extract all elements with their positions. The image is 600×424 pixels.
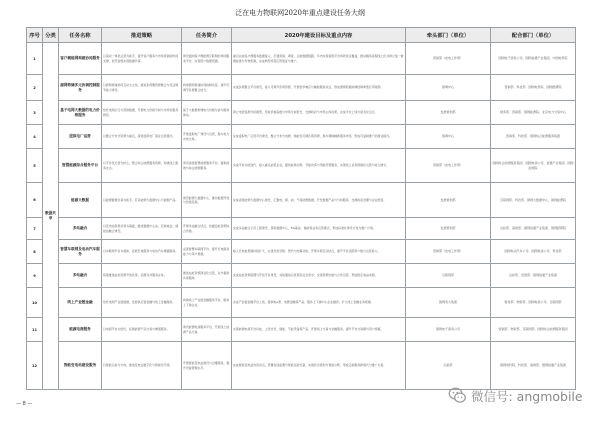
row-intro: 构建源网荷储协同控制系统，提升可调节负荷聚合能力。	[182, 75, 232, 101]
row-strategy: 统筹推进站址资源开放共享，拓展对外服务业务。	[102, 264, 182, 288]
row-strategy: 依托电网运行与营销数据，开展电力价格分析与市场化服务研究。	[102, 101, 182, 125]
row-task-name: 虚拟电厂运营	[59, 125, 102, 149]
table-row	[27, 218, 576, 240]
row-seq: 7	[27, 218, 43, 240]
row-task-name: 多站融合	[59, 264, 102, 288]
row-goal: 重点完成客户侧服务数据接入，打通营销、调度、运检数据链路，年内实现省级平台协同试点覆盖，推动服务流程线上化并建立统一数据标准与考核机制，完成典型场景应用验证与推广。	[232, 43, 406, 75]
row-intro: 建设省级智慧能源服务平台，提供能效与综合能源服务。	[182, 149, 232, 183]
table-body	[27, 43, 576, 390]
row-goal: 完成站址资源梳理与开放平台建设，对接通信运营商及社会需求，实现资源出租与合作运营，形成稳定收益来源。	[232, 264, 406, 288]
table-row	[27, 183, 576, 218]
row-strategy: 以智能运检为方向，推进变电站数字化与智能化升级。	[102, 342, 182, 390]
task-table	[26, 27, 576, 390]
row-seq: 9	[27, 264, 43, 288]
row-goal: 完成智能变电站改造试点，部署在线监测与智能巡检设备，实现状态感知与智能诊断，形成运检服务新模式与推广方案。	[232, 342, 406, 390]
table-row	[27, 240, 576, 264]
row-goal: 完成平台功能迭代，接入重点能耗企业，提供能效诊断、节能改造与用能托管服务，实现线上业务规模化运营与收入增长。	[232, 149, 406, 183]
row-intro: 建设面向客户侧能源互联网的协同服务平台，实现用户数据贯通。	[182, 43, 232, 75]
header-category: 分类	[43, 28, 59, 43]
row-seq: 1	[27, 43, 43, 75]
row-support-dept: 国网电子商务公司、国网信通产业集团、中国电科院	[491, 43, 576, 75]
row-goal: 完成多站融合示范工程建设，探索数据中心、5G基站、储能等业务运营模式，形成标准化建设方案与推广计划。	[232, 218, 406, 240]
row-task-name: 能源电商服务	[59, 318, 102, 342]
wechat-watermark	[448, 384, 598, 406]
row-task-name: 线上产业链金融	[59, 288, 102, 318]
row-goal: 完成省级能源大数据中心建设，汇聚电、煤、油、气等能源数据，开发数据产品与分析服务，支撑政府治理与企业经营。	[232, 183, 406, 218]
row-intro: 建设能源电商服务平台，开展线上能源产品交易。	[182, 318, 232, 342]
table-row	[27, 288, 576, 318]
row-lead-dept: 互联网部	[406, 264, 491, 288]
row-support-dept: 运检部、基建部、国网信通产业集团、国网经研院	[491, 218, 576, 240]
row-strategy: 以变电站资源共享为基础，推进数据中心站、充换电站、储能站融合建设。	[102, 218, 182, 240]
row-lead-dept: 营销部（农电工作部）	[406, 43, 491, 75]
row-task-name: 智慧能源综合服务平台	[59, 149, 102, 183]
header-task-name: 任务名称	[59, 28, 102, 43]
row-intro: 建设能源大数据中心，推动数据开放与价值变现。	[182, 183, 232, 218]
header-strategy: 推进策略	[102, 28, 182, 43]
header-support-dept: 配合部门（单位）	[491, 28, 576, 43]
table-row	[27, 149, 576, 183]
row-intro: 完善智慧车联网平台，提升充电服务能力与用户规模。	[182, 240, 232, 264]
row-lead-dept: 国网电子商务公司	[406, 318, 491, 342]
row-lead-dept: 发展策划部	[406, 183, 491, 218]
page-number: — 8 —	[16, 401, 33, 407]
row-task-name: 智能变电站建设服务	[59, 342, 102, 390]
row-goal: 接入充电桩规模持续扩大，完善充电导航、预约与结算功能，开展车网互动试点，提升平台活跃用户数与运营收入。	[232, 240, 406, 264]
row-lead-dept: 营销部（农电工作部）	[406, 240, 491, 264]
row-lead-dept: 国网英大集团	[406, 288, 491, 318]
row-intro: 开展多站融合试点，挖掘站址资源综合价值。	[182, 218, 232, 240]
row-support-dept: 国网电动汽车公司、国网电商公司、科技部	[491, 240, 576, 264]
row-intro: 推进站址资源商业化运营，对外提供共享服务。	[182, 264, 232, 288]
table-row	[27, 342, 576, 390]
row-seq: 12	[27, 342, 43, 390]
row-seq: 8	[27, 240, 43, 264]
row-intro: 开展智能变电站建设与运维服务，提升设备管理水平。	[182, 342, 232, 390]
row-lead-dept: 国调中心	[406, 75, 491, 101]
row-support-dept: 营销部、物资部、互联网部、国网综合能源服务集团	[491, 318, 576, 342]
row-lead-dept: 发展策划部	[406, 218, 491, 240]
row-seq: 11	[27, 318, 43, 342]
row-seq: 10	[27, 288, 43, 318]
table-row	[27, 75, 576, 101]
row-lead-dept: 运检部	[406, 342, 491, 390]
row-task-name: 多站融合	[59, 218, 102, 240]
header-seq: 序号	[27, 28, 43, 43]
header-goal: 2020年建设目标及重点内容	[232, 28, 406, 43]
row-support-dept: 财务部、营销部、国网能源院、北京电力交易中心	[491, 101, 576, 125]
row-strategy: 以车联网平台为载体，拓展充电服务与电动汽车增值服务。	[102, 240, 182, 264]
row-task-name: 智慧车联网及电动汽车服务	[59, 240, 102, 264]
row-support-dept: 互联网部、科技部、国网大数据中心、国网能源院	[491, 183, 576, 218]
row-lead-dept: 营销部（农电工作部）	[406, 149, 491, 183]
row-goal: 建立电价监测分析模型，形成价格指数与市场分析报告，支撑政府与市场主体决策，完成平台上线与常态化运行。	[232, 101, 406, 125]
row-support-dept: 运检部、发展部、国网信通产业集团	[491, 264, 576, 288]
wechat-icon	[448, 386, 467, 405]
row-intro: 开展虚拟电厂建设与运营，参与电力市场交易。	[182, 125, 232, 149]
row-task-name: 源网荷储多元协调控制服务	[59, 75, 102, 101]
row-intro: 基于大数据构建电力价格分析与服务体系。	[182, 101, 232, 125]
row-strategy: 以源网荷储协同互动为主线，推进负荷侧资源聚合与灵活调节能力建设。	[102, 75, 182, 101]
row-seq: 4	[27, 125, 43, 149]
document-title: 泛在电力物联网2020年重点建设任务大纲	[235, 9, 365, 17]
row-seq: 5	[27, 149, 43, 183]
row-strategy: 以聚合分布式资源为重点，探索虚拟电厂商业运营模式。	[102, 125, 182, 149]
row-strategy: 以电商平台为依托，拓展能源产品交易与增值服务。	[102, 318, 182, 342]
row-goal: 完成负荷聚合平台建设，接入可调节负荷资源，开展需求响应与辅助服务试点，形成源网荷储协调控制典型应用案例。	[232, 75, 406, 101]
header-lead-dept: 牵头部门（单位）	[406, 28, 491, 43]
row-lead-dept: 发展策划部	[406, 101, 491, 125]
table-row	[27, 43, 576, 75]
table-row	[27, 318, 576, 342]
table-header-row	[27, 28, 576, 43]
header-intro: 任务简介	[182, 28, 232, 43]
row-lead-dept: 国调中心	[406, 125, 491, 149]
row-task-name: 能源大数据	[59, 183, 102, 218]
table-row	[27, 264, 576, 288]
row-goal: 完成产业链金融平台上线，提供电e票、电费金融等产品，服务上下游中小企业融资，扩大线上金融业务规模。	[232, 288, 406, 318]
row-seq: 3	[27, 101, 43, 125]
row-strategy: 依托电网产业链数据，发展供应链金融与线上金融服务。	[102, 288, 182, 318]
row-support-dept: 财务部、物资部、国网电商公司、互联网部	[491, 288, 576, 318]
row-task-name: 基于电网大数据的电力价格服务	[59, 101, 102, 125]
row-goal: 完成虚拟电厂运营平台建设，聚合分布式电源、储能及可调负荷资源，参与调峰辅助服务市场，形成可复制推广的商业模式。	[232, 125, 406, 149]
row-support-dept: 营销部、科技部、国网综合能源服务集团	[491, 125, 576, 149]
row-seq: 6	[27, 183, 43, 218]
row-strategy: 以滚动一体化运营为抓手，提升客户服务与市场营销的协同支撑，依托省级实现数据共享。	[102, 43, 182, 75]
row-task-name: 客户侧能网构建协同服务	[59, 43, 102, 75]
row-support-dept: 营销部、科技部、国网电科院、国网经研院	[491, 75, 576, 101]
table-row	[27, 101, 576, 125]
table-row	[27, 125, 576, 149]
row-goal: 完善能源电商平台功能，上线光伏、储能、节能设备等产品，开展线上交易与金融服务，提升平台交易额与用户规模。	[232, 318, 406, 342]
row-strategy: 以平台化运营为核心，整合综合能源服务资源，构建线上服务生态。	[102, 149, 182, 183]
row-strategy: 以能源数据共享为抓手，打造能源大数据中心与数据产品。	[102, 183, 182, 218]
row-support-dept: 国网电科院、科技部、基建部、国网信通产业集团	[491, 342, 576, 390]
watermark-text: 微信号: angmobile	[471, 389, 583, 404]
category-cell: 数据共享	[43, 43, 59, 390]
row-support-dept: 国网综合能源服务集团、国网电商公司、信通产业集团、国网能源院	[491, 149, 576, 183]
row-seq: 2	[27, 75, 43, 101]
row-intro: 构建线上产业链金融服务平台，服务上下游企业。	[182, 288, 232, 318]
